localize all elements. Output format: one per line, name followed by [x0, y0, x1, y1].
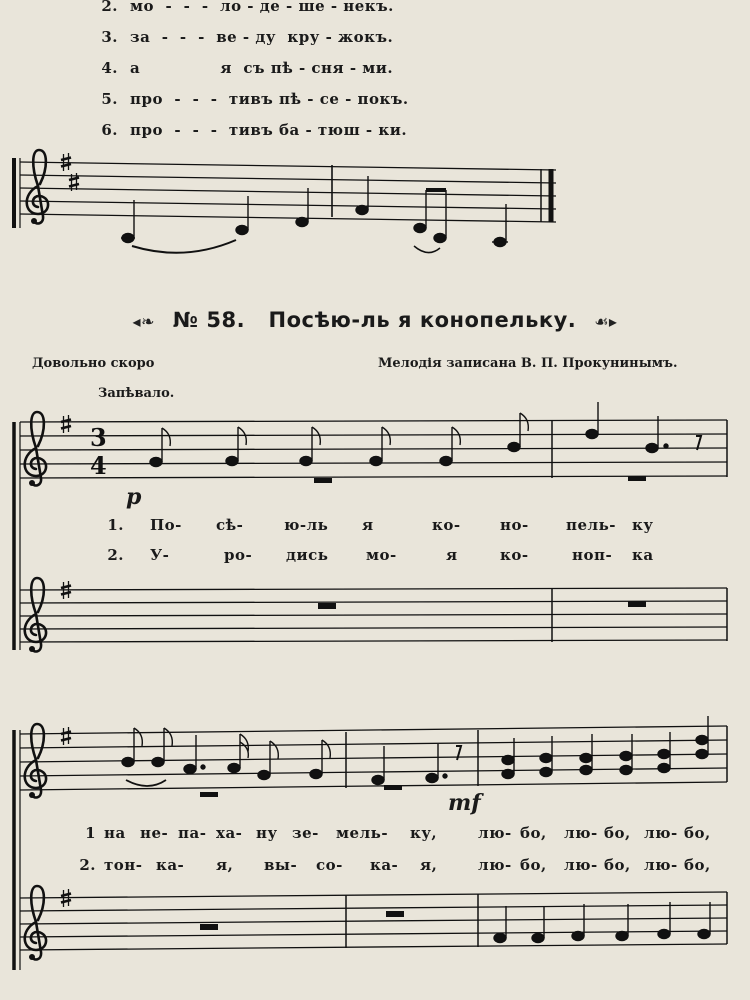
lyric-syllable: тон- [104, 856, 143, 874]
lyric-syllable: ро- [224, 546, 253, 564]
melody-credit: Мелодія записана В. П. Прокунинымъ. [378, 356, 678, 371]
lyric-syllable: мо- [366, 546, 397, 564]
verse-text: мо - - - ло - де - ше - некъ. [130, 0, 394, 15]
lyric-syllable: бо, [604, 824, 631, 842]
lyric-syllable: сѣ- [216, 516, 244, 534]
song-name: Посѣю-ль я конопельку. [268, 308, 577, 332]
lyric-syllable: со- [316, 856, 343, 874]
lyric-syllable: лю- [644, 824, 678, 842]
lyric-syllable: вы- [264, 856, 298, 874]
verse-text: а я съ пѣ - сня - ми. [130, 58, 394, 77]
time-signature-bottom: 4 [90, 451, 107, 480]
lyric-syllable: лю- [478, 824, 512, 842]
lead-singer-label: Запѣвало. [98, 386, 175, 401]
lyric-syllable: ха- [216, 824, 243, 842]
lyrics-line-2 [0, 546, 750, 570]
lyric-syllable: лю- [478, 856, 512, 874]
staff-accompaniment-2 [20, 886, 727, 960]
lyric-line-number: 1. [107, 516, 124, 534]
lyric-syllable: бо, [684, 824, 711, 842]
lyric-syllable: ко- [500, 546, 529, 564]
lyric-syllable: дись [286, 546, 329, 564]
verse-text: про - - - тивъ пѣ - се - покъ. [130, 89, 409, 108]
lyric-syllable: бо, [520, 824, 547, 842]
ornament-left-icon: ◂❧ [132, 311, 155, 331]
lyric-syllable: лю- [644, 856, 678, 874]
verse-text: за - - - ве - ду кру - жокъ. [130, 27, 394, 46]
staff-accompaniment-1 [20, 578, 727, 652]
verse-number: 6. [101, 120, 118, 139]
lyric-syllable: мель- [336, 824, 389, 842]
lyric-syllable: ка- [156, 856, 185, 874]
lyric-syllable: я, [420, 856, 438, 874]
lyric-syllable: ку [632, 516, 654, 534]
lyric-syllable: я, [216, 856, 234, 874]
lyric-line-number: 1 [85, 824, 96, 842]
song-number: № 58. [172, 308, 246, 332]
lyrics-line-1 [0, 516, 750, 540]
lyric-syllable: ку, [410, 824, 438, 842]
lyric-syllable: ка [632, 546, 654, 564]
verse-text: про - - - тивъ ба - тюш - ки. [130, 120, 408, 139]
lyric-line-number: 2. [79, 856, 96, 874]
lyric-syllable: на [104, 824, 126, 842]
verse-number: 3. [101, 27, 118, 46]
lyric-syllable: бо, [684, 856, 711, 874]
time-signature-top: 3 [90, 423, 107, 452]
lyric-syllable: лю- [564, 856, 598, 874]
lyric-syllable: не- [140, 824, 169, 842]
lyric-syllable: лю- [564, 824, 598, 842]
lyric-syllable: но- [500, 516, 529, 534]
lyric-syllable: ю-ль [284, 516, 329, 534]
lyric-syllable: зе- [292, 824, 319, 842]
dynamic-piano: p [126, 484, 142, 510]
lyric-syllable: я [446, 546, 458, 564]
lyrics-line-2 [0, 856, 750, 880]
lyric-syllable: бо, [520, 856, 547, 874]
verse-number: 2. [101, 0, 118, 15]
lyric-syllable: ну [256, 824, 278, 842]
lyric-syllable: пель- [566, 516, 617, 534]
lyric-syllable: По- [150, 516, 182, 534]
dynamic-mezzo-forte: mf [448, 790, 481, 816]
lyric-syllable: ка- [370, 856, 399, 874]
lyric-syllable: па- [178, 824, 207, 842]
ornament-right-icon: ☙▸ [594, 311, 618, 331]
lyric-syllable: бо, [604, 856, 631, 874]
staff-top [14, 150, 556, 253]
lyric-syllable: ноп- [572, 546, 613, 564]
lyric-syllable: ко- [432, 516, 461, 534]
verse-number: 5. [101, 89, 118, 108]
lyric-line-number: 2. [107, 546, 124, 564]
song-title [0, 308, 750, 332]
lyric-syllable: У- [150, 546, 170, 564]
tempo-marking: Довольно скоро [32, 356, 155, 371]
lyric-syllable: я [362, 516, 374, 534]
lyrics-line-1 [0, 824, 750, 848]
verse-number: 4. [101, 58, 118, 77]
